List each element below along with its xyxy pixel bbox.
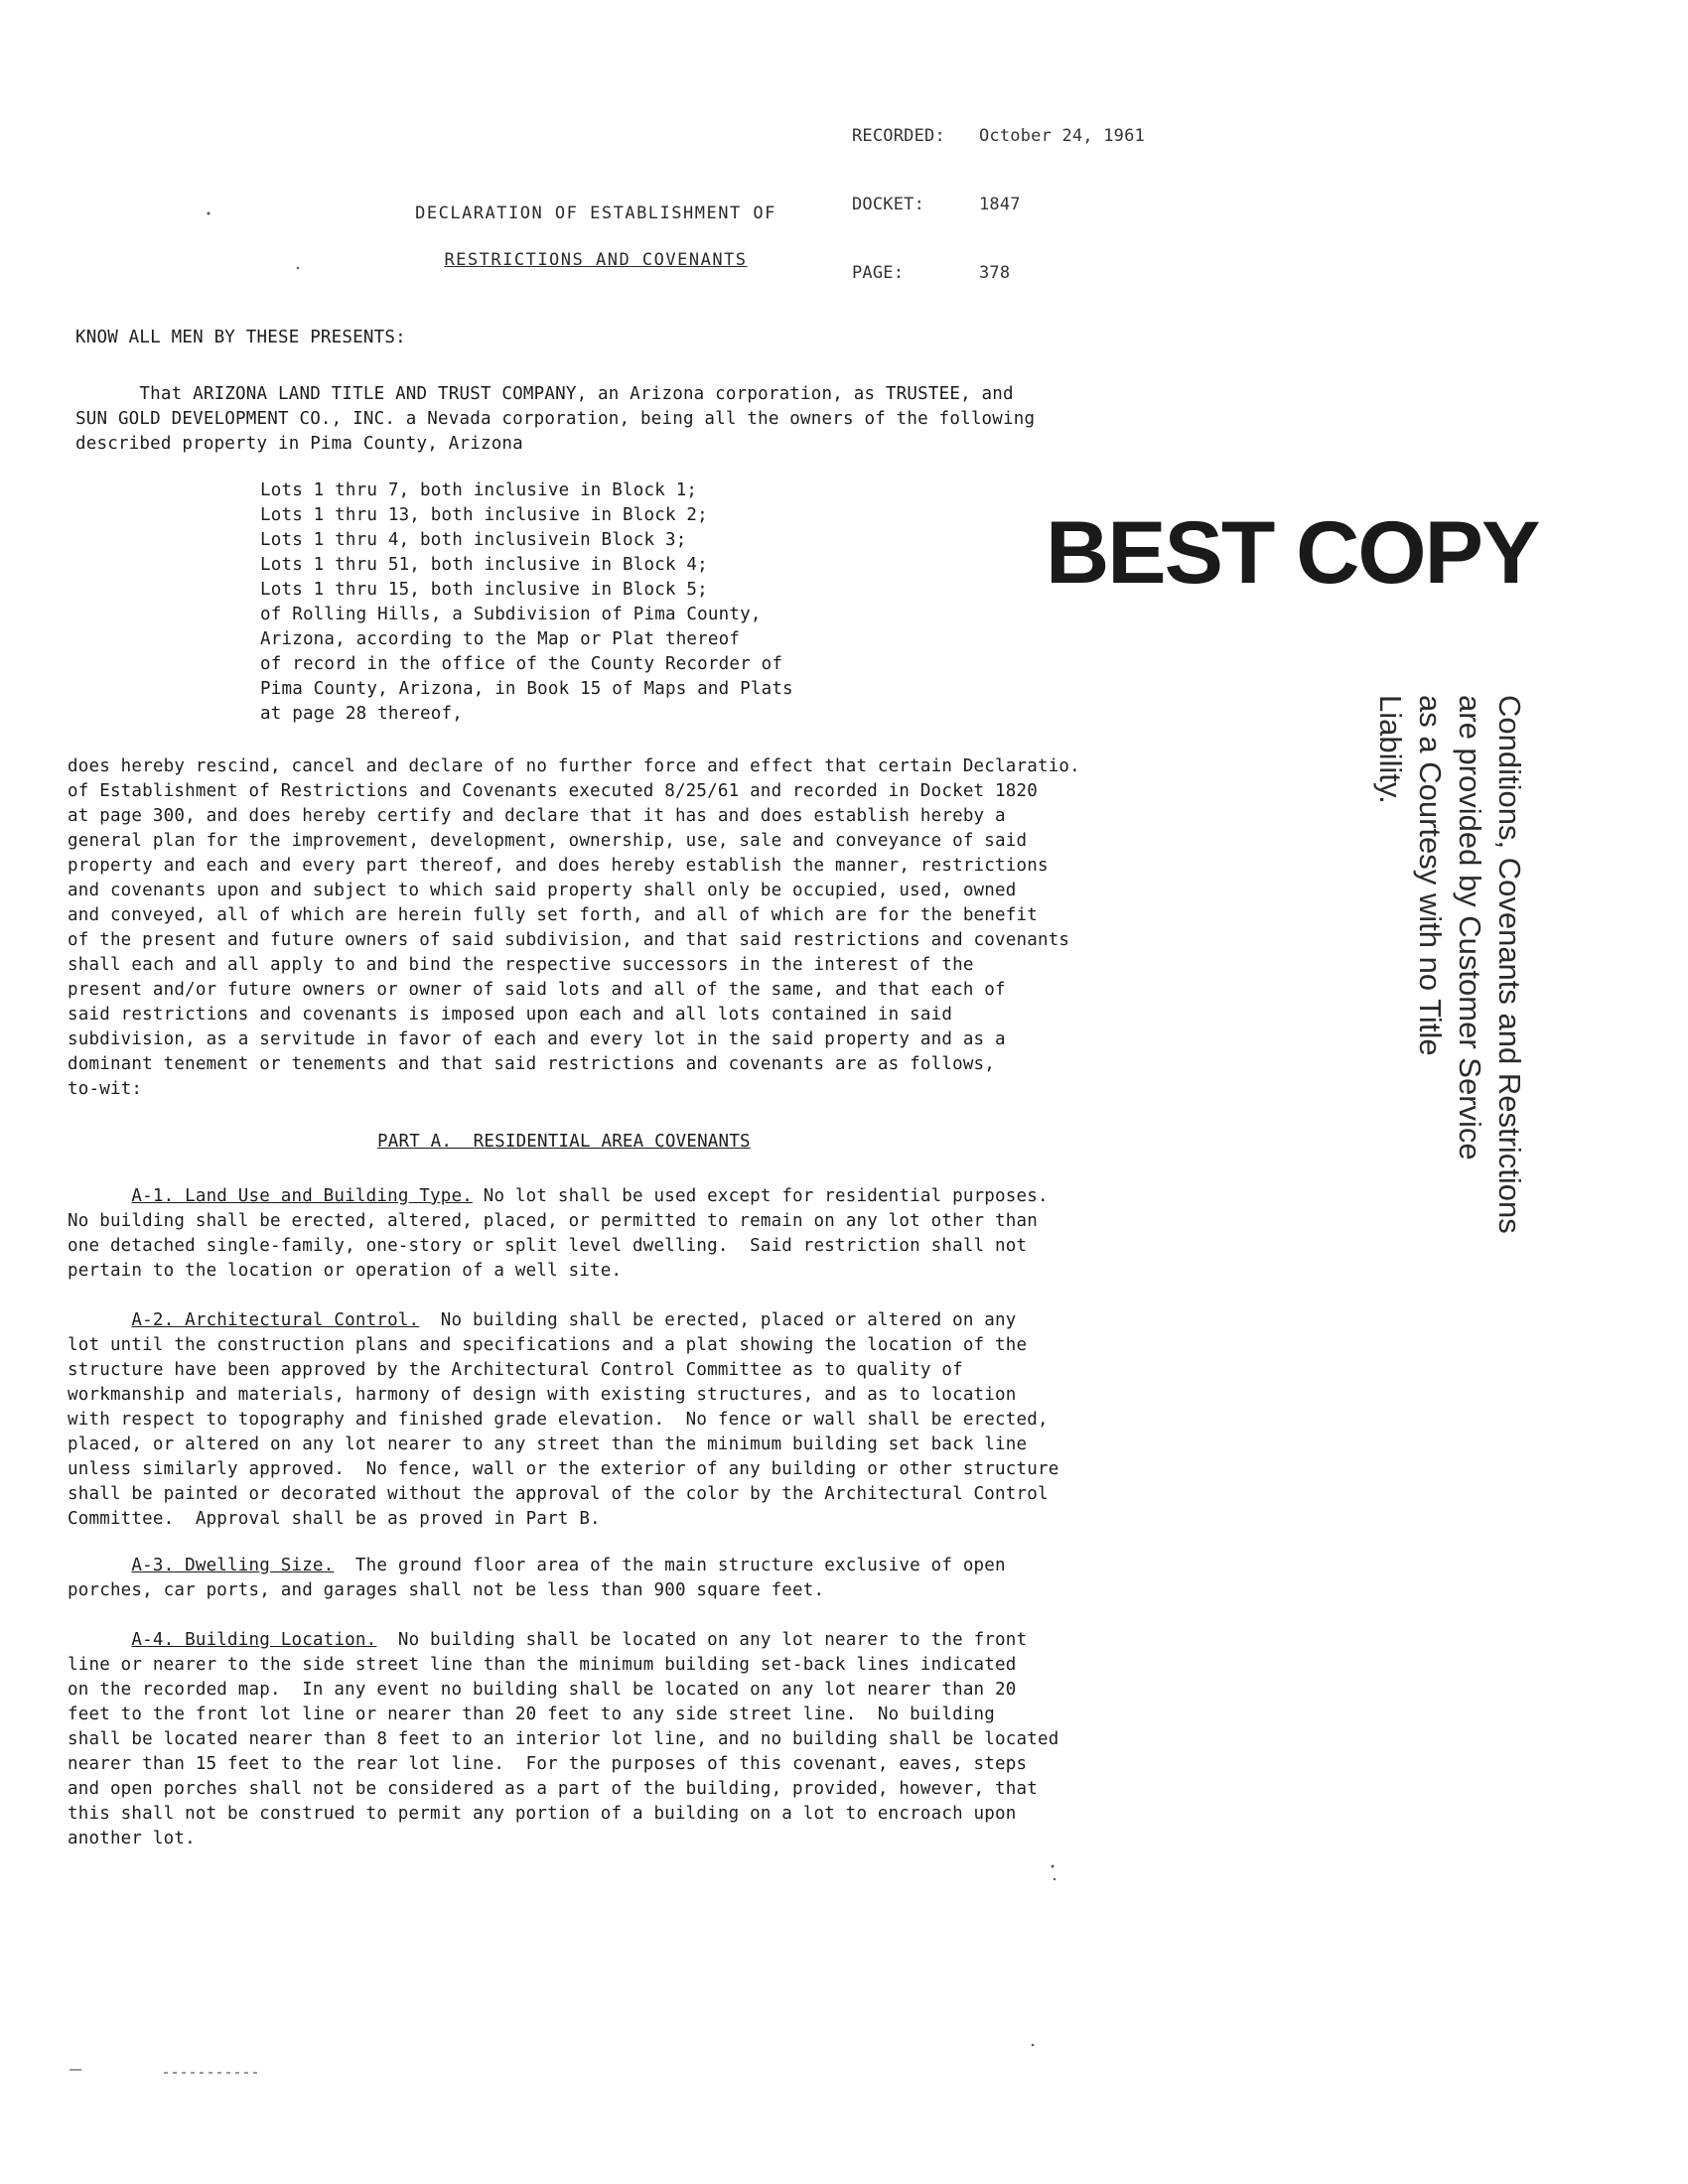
salutation: KNOW ALL MEN BY THESE PRESENTS: bbox=[75, 328, 406, 347]
a4-line: this shall not be construed to permit any portion of a building on a lot to encroach upon bbox=[68, 1804, 1017, 1824]
document-title-line2: RESTRICTIONS AND COVENANTS bbox=[444, 250, 748, 270]
a1-heading: A-1. Land Use and Building Type. bbox=[131, 1186, 473, 1206]
docket-value: 1847 bbox=[979, 195, 1021, 214]
a3-line: The ground floor area of the main structure exclusive of open bbox=[334, 1556, 1006, 1575]
a4-line: on the recorded map. In any event no building shall be located on any lot nearer than 20 bbox=[68, 1680, 1017, 1700]
property-line: Lots 1 thru 15, both inclusive in Block 5; bbox=[260, 580, 708, 600]
notice-line: Conditions, Covenants and Restrictions bbox=[1492, 695, 1527, 1234]
recorded-label: RECORDED: bbox=[852, 126, 945, 146]
property-line: Lots 1 thru 51, both inclusive in Block 4; bbox=[260, 555, 708, 575]
speck bbox=[297, 267, 299, 269]
a3-heading: A-3. Dwelling Size. bbox=[131, 1556, 335, 1575]
document-title-line1: DECLARATION OF ESTABLISHMENT OF bbox=[415, 204, 776, 223]
intro-line: SUN GOLD DEVELOPMENT CO., INC. a Nevada corporation, being all the owners of the following bbox=[75, 409, 1036, 429]
notice-line: are provided by Customer Service bbox=[1453, 695, 1487, 1160]
notice-line: as a Courtesy with no Title bbox=[1413, 695, 1448, 1056]
a4-line: nearer than 15 feet to the rear lot line. For the purposes of this covenant, eaves, steps bbox=[68, 1754, 1028, 1774]
property-line: Lots 1 thru 4, both inclusivein Block 3; bbox=[260, 530, 687, 550]
a4-line: No building shall be located on any lot nearer to the front bbox=[376, 1630, 1028, 1650]
a1-line: No building shall be erected, altered, placed, or permitted to remain on any lot other than bbox=[68, 1211, 1038, 1231]
a1-line: No lot shall be used except for residential purposes. bbox=[472, 1186, 1049, 1206]
rescind-line: of Establishment of Restrictions and Covenants executed 8/25/61 and recorded in Docket 1820 bbox=[68, 781, 1038, 801]
a2-line: structure have been approved by the Architectural Control Committee as to quality of bbox=[68, 1360, 963, 1380]
property-line: at page 28 thereof, bbox=[260, 704, 463, 724]
rescind-line: present and/or future owners or owner of said lots and all of the same, and that each of bbox=[68, 980, 1006, 1000]
rescind-line: does hereby rescind, cancel and declare of no further force and effect that certain Declaratio. bbox=[68, 756, 1080, 776]
a2-line: No building shall be erected, placed or altered on any bbox=[419, 1310, 1017, 1330]
a4-line: feet to the front lot line or nearer than 20 feet to any side street line. No building bbox=[68, 1705, 996, 1724]
a2-line: workmanship and materials, harmony of design with existing structures, and as to location bbox=[68, 1385, 1017, 1405]
rescind-line: property and each and every part thereof, and does hereby establish the manner, restrictions bbox=[68, 856, 1049, 876]
notice-line: Liability. bbox=[1373, 695, 1408, 804]
a1-line: pertain to the location or operation of a well site. bbox=[68, 1261, 623, 1281]
property-line: Arizona, according to the Map or Plat thereof bbox=[260, 629, 741, 649]
page-label: PAGE: bbox=[852, 263, 905, 283]
property-line: of Rolling Hills, a Subdivision of Pima County, bbox=[260, 605, 762, 624]
rescind-line: and covenants upon and subject to which said property shall only be occupied, used, owned bbox=[68, 881, 1017, 900]
a2-line: shall be painted or decorated without the approval of the color by the Architectural Control bbox=[68, 1484, 1049, 1504]
rescind-line: to-wit: bbox=[68, 1079, 143, 1099]
speck bbox=[1032, 2044, 1035, 2047]
a4-line: and open porches shall not be considered as a part of the building, provided, however, that bbox=[68, 1779, 1038, 1799]
a2-line: Committee. Approval shall be as proved in Part B. bbox=[68, 1509, 601, 1529]
a2-line: unless similarly approved. No fence, wall or the exterior of any building or other structure bbox=[68, 1459, 1059, 1479]
rescind-line: general plan for the improvement, development, ownership, use, sale and conveyance of said bbox=[68, 831, 1028, 851]
rescind-line: shall each and all apply to and bind the respective successors in the interest of the bbox=[68, 955, 974, 975]
speck bbox=[1052, 1865, 1055, 1868]
a2-line: placed, or altered on any lot nearer to any street than the minimum building set back line bbox=[68, 1434, 1028, 1454]
speck bbox=[208, 212, 211, 215]
a2-heading: A-2. Architectural Control. bbox=[131, 1310, 420, 1330]
rescind-line: of the present and future owners of said subdivision, and that said restrictions and covenants bbox=[68, 930, 1070, 950]
best-copy-stamp: BEST COPY bbox=[1046, 502, 1539, 602]
rescind-line: said restrictions and covenants is imposed upon each and all lots contained in said bbox=[68, 1005, 953, 1024]
property-line: Pima County, Arizona, in Book 15 of Maps and Plats bbox=[260, 679, 793, 699]
speck bbox=[1054, 1878, 1055, 1880]
page-value: 378 bbox=[979, 263, 1011, 283]
property-line: of record in the office of the County Recorder of bbox=[260, 654, 783, 674]
a4-line: line or nearer to the side street line than the minimum building set-back lines indicated bbox=[68, 1655, 1017, 1675]
docket-label: DOCKET: bbox=[852, 195, 925, 214]
property-line: Lots 1 thru 13, both inclusive in Block 2; bbox=[260, 505, 708, 525]
a1-line: one detached single-family, one-story or split level dwelling. Said restriction shall not bbox=[68, 1236, 1028, 1256]
a2-line: with respect to topography and finished grade elevation. No fence or wall shall be erected, bbox=[68, 1410, 1049, 1430]
rescind-line: subdivision, as a servitude in favor of each and every lot in the said property and as a bbox=[68, 1029, 1006, 1049]
rescind-line: at page 300, and does hereby certify and declare that it has and does establish hereby a bbox=[68, 806, 1006, 826]
part-a-heading: PART A. RESIDENTIAL AREA COVENANTS bbox=[377, 1132, 751, 1152]
a2-line: lot until the construction plans and specifications and a plat showing the location of the bbox=[68, 1335, 1028, 1355]
recorded-value: October 24, 1961 bbox=[979, 126, 1145, 146]
intro-line: That ARIZONA LAND TITLE AND TRUST COMPANY, an Arizona corporation, as TRUSTEE, and bbox=[75, 384, 1014, 404]
intro-line: described property in Pima County, Arizona bbox=[75, 434, 523, 454]
property-line: Lots 1 thru 7, both inclusive in Block 1; bbox=[260, 480, 698, 500]
rescind-line: and conveyed, all of which are herein fully set forth, and all of which are for the benefit bbox=[68, 905, 1038, 925]
a4-heading: A-4. Building Location. bbox=[131, 1630, 377, 1650]
a4-line: shall be located nearer than 8 feet to an interior lot line, and no building shall be located bbox=[68, 1729, 1059, 1749]
a4-line: another lot. bbox=[68, 1829, 196, 1848]
a3-line: porches, car ports, and garages shall not be less than 900 square feet. bbox=[68, 1580, 825, 1600]
rescind-line: dominant tenement or tenements and that said restrictions and covenants are as follows, bbox=[68, 1054, 996, 1074]
